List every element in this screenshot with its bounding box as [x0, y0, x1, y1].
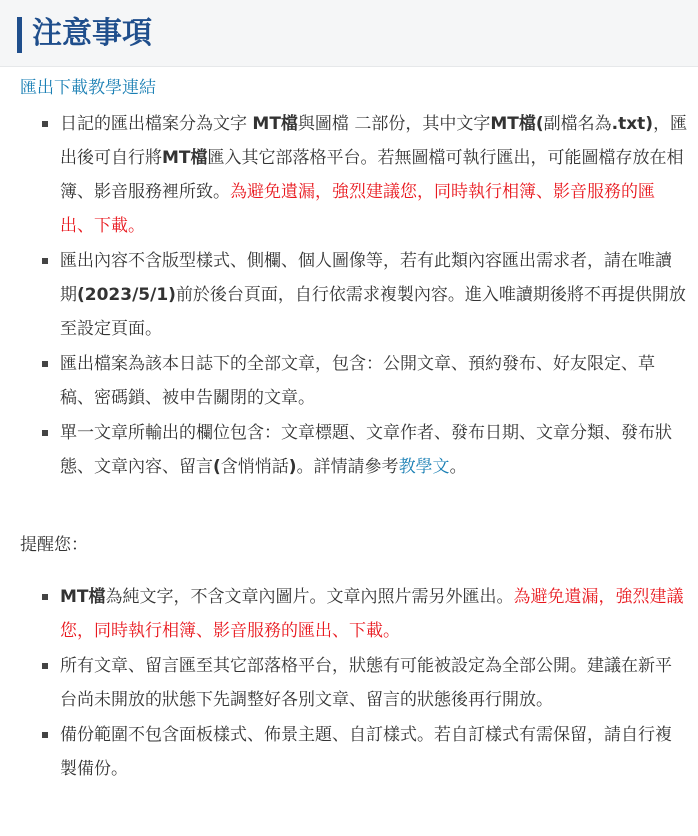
- tutorial-link[interactable]: 教學文: [398, 457, 450, 477]
- item-text: 匯出檔案為該本日誌下的全部文章，包含：公開文章、預約發布、好友限定、草稿、密碼鎖、被申告關閉的文章。: [60, 354, 655, 408]
- warning-text: 為避免遺漏，強烈建議您，同時執行相簿、影音服務的匯出、下載。: [60, 182, 655, 236]
- bullet-icon: [42, 594, 48, 600]
- bullet-icon: [42, 361, 48, 367]
- item-text: 匯出內容不含版型樣式、側欄、個人圖像等，若有此類內容匯出需求者，請在唯讀期(2023/5/1)前於後台頁面，自行依需求複製內容。進入唯讀期後將不再提供開放至設定頁面。: [60, 251, 686, 339]
- page-title: 注意事項: [32, 16, 152, 51]
- bullet-icon: [42, 663, 48, 669]
- export-tutorial-link[interactable]: 匯出下載教學連結: [20, 78, 156, 98]
- item-text: 單一文章所輸出的欄位包含：文章標題、文章作者、發布日期、文章分類、發布狀態、文章內容、留言(含悄悄話)。詳情請參考教學文。: [60, 423, 672, 477]
- list-item: [0, 107, 688, 243]
- list-item: [0, 580, 688, 648]
- list-item: [0, 718, 688, 786]
- list-item: [0, 347, 688, 415]
- list-item: [0, 649, 688, 717]
- reminder-label: 提醒您：: [20, 535, 88, 555]
- list-item: [0, 244, 688, 346]
- bullet-icon: [42, 258, 48, 264]
- bullet-icon: [42, 121, 48, 127]
- list-item: [0, 416, 688, 484]
- page-header: [0, 0, 698, 67]
- bullet-icon: [42, 732, 48, 738]
- warning-text: 為避免遺漏，強烈建議您，同時執行相簿、影音服務的匯出、下載。: [60, 587, 684, 641]
- title-accent-bar: [17, 17, 22, 53]
- item-text: 備份範圍不包含面板樣式、佈景主題、自訂樣式。若自訂樣式有需保留，請自行複製備份。: [60, 725, 672, 779]
- item-text: 日記的匯出檔案分為文字 MT檔與圖檔 二部份，其中文字MT檔(副檔名為.txt)，匯出後可自行將MT檔匯入其它部落格平台。若無圖檔可執行匯出，可能圖檔存放在相簿、影音服務裡所致。為避免遺漏，強烈建議您，同時執行相簿、影音服務的匯出、下載。: [60, 114, 688, 236]
- item-text: MT檔為純文字，不含文章內圖片。文章內照片需另外匯出。為避免遺漏，強烈建議您，同時執行相簿、影音服務的匯出、下載。: [60, 587, 684, 641]
- bullet-icon: [42, 430, 48, 436]
- reminder-list: [0, 580, 688, 787]
- notice-list: [0, 107, 688, 485]
- item-text: 所有文章、留言匯至其它部落格平台，狀態有可能被設定為全部公開。建議在新平台尚未開放的狀態下先調整好各別文章、留言的狀態後再行開放。: [60, 656, 672, 710]
